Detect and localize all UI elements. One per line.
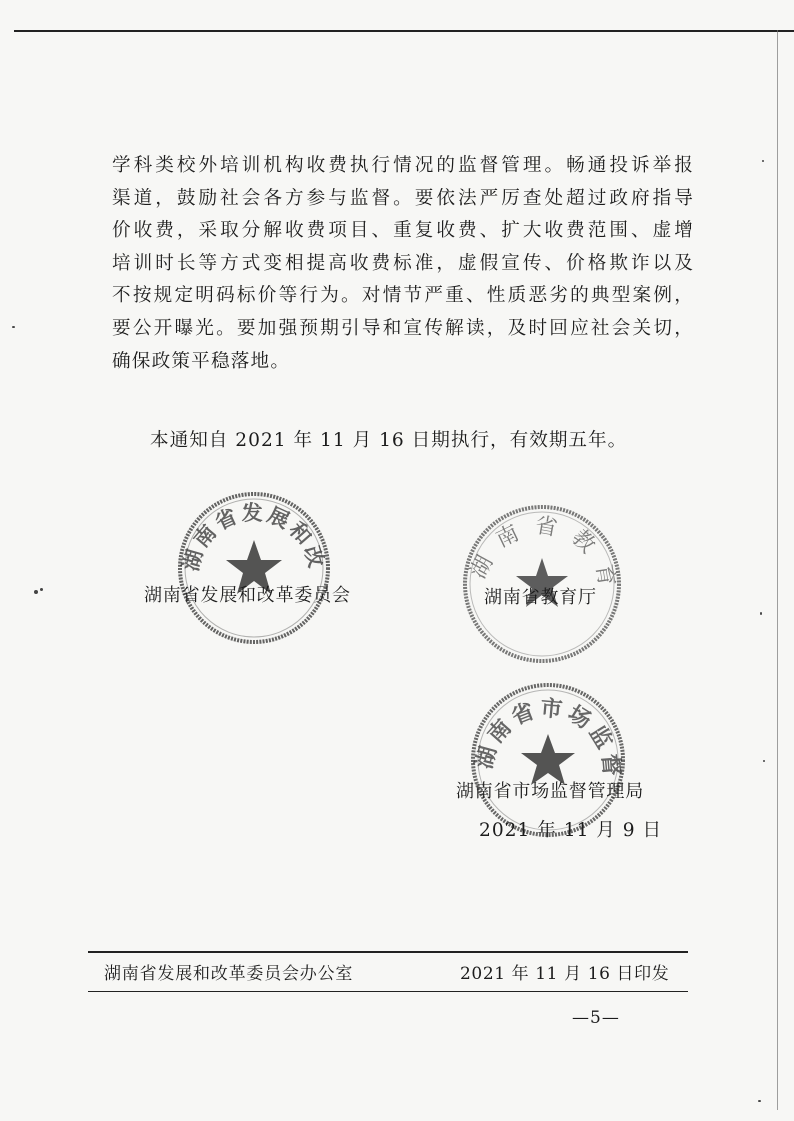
body-line: 确保政策平稳落地。 (112, 350, 291, 372)
body-line: 培训时长等方式变相提高收费标准，虚假宣传、价格欺诈以及 (112, 252, 694, 274)
scan-edge-line (777, 30, 778, 1110)
education-seal (441, 483, 624, 666)
seal-arc-text: 湖南省市场监督管理局 (454, 660, 625, 781)
seal-star-icon (521, 734, 575, 785)
body-line: 学科类校外培训机构收费执行情况的监督管理。畅通投诉举报 (112, 155, 694, 176)
footer-issuer: 湖南省发展和改革委员会办公室 (104, 964, 354, 984)
signer-ndrc: 湖南省发展和改革委员会 (144, 585, 351, 606)
body-paragraph (112, 150, 694, 378)
svg-text:湖南省发展和改革委员会 (164, 470, 330, 574)
ndrc-seal (164, 470, 332, 646)
footer-print-date: 2021 年 11 月 16 日印发 (460, 964, 670, 984)
page-number: —5— (572, 1008, 620, 1028)
footer-rule (88, 951, 688, 953)
body-line: 价收费，采取分解收费项目、重复收费、扩大收费范围、虚增 (112, 220, 694, 242)
body-line: 渠道，鼓励社会各方参与监督。要依法严厉查处超过政府指导 (112, 187, 694, 209)
seal-arc-text: 湖南省发展和改革委员会 (164, 470, 331, 574)
effective-date-notice: 本通知自 2021 年 11 月 16 日期执行，有效期五年。 (150, 430, 628, 451)
signer-market-supervision: 湖南省市场监督管理局 (456, 781, 644, 802)
seal-arc-text: 湖南省教育厅 (441, 483, 621, 602)
signer-education: 湖南省教育厅 (484, 587, 597, 608)
body-line: 要公开曝光。要加强预期引导和宣传解读，及时回应社会关切， (112, 317, 694, 339)
footer-rule (88, 991, 688, 992)
sign-date: 2021 年 11 月 9 日 (479, 820, 663, 841)
body-line: 不按规定明码标价等行为。对情节严重、性质恶劣的典型案例， (112, 285, 694, 307)
top-rule (14, 30, 794, 32)
